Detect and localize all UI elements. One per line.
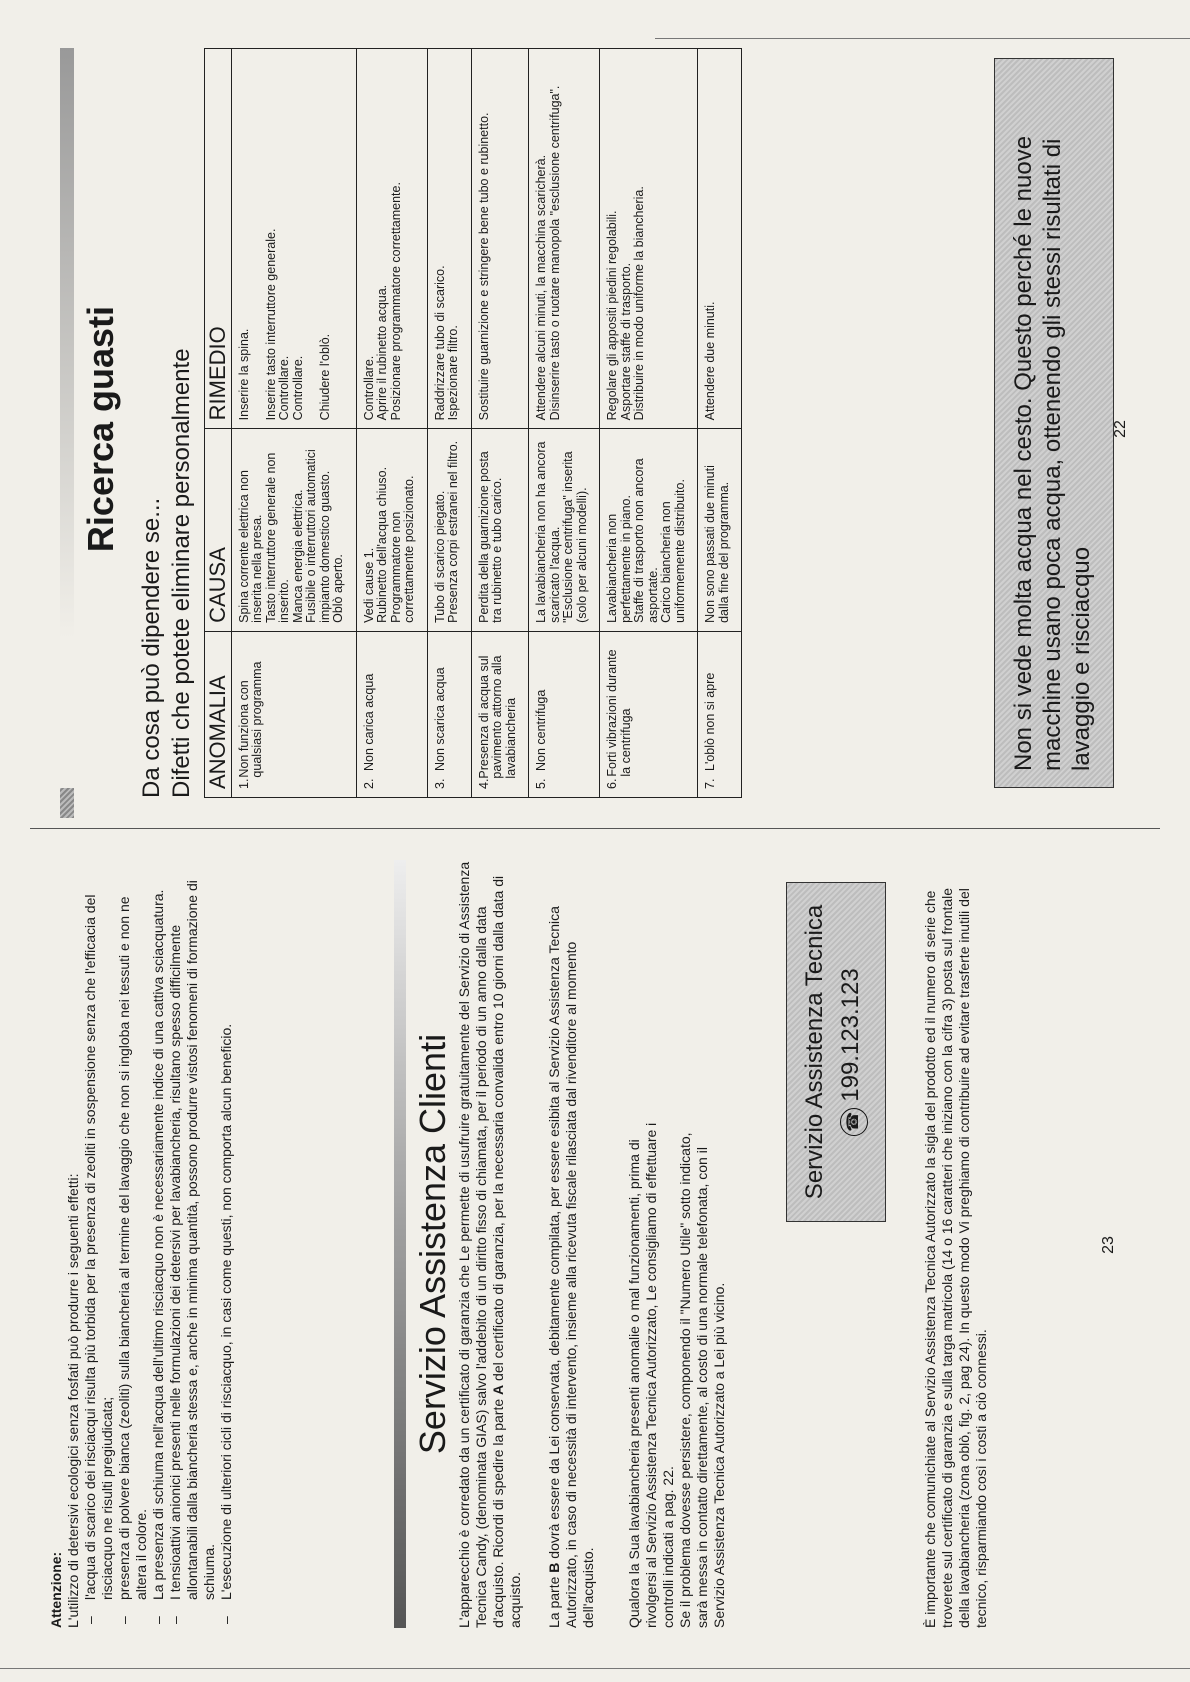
causa-cell: Spina corrente elettrica non inserita nella presa. Tasto interruttore generale non inserito. Manca energia elettrica. Fusibile o interruttori automatici impianto domestico guasto. Oblò aperto. <box>231 429 356 632</box>
anomalia-cell <box>529 631 600 797</box>
page-23 <box>36 850 1156 1640</box>
table-header-row <box>205 49 232 798</box>
table-row <box>427 49 471 798</box>
note-box: Non si vede molta acqua nel cesto. Questo perché le nuove macchine usano poca acqua, ottenendo gli stessi risultati di lavaggio e risciacquo <box>994 58 1114 788</box>
anomalia-text: Non scarica acqua <box>432 667 447 771</box>
row-number: 4. <box>476 778 491 789</box>
service-phone-number: 199.123.123 <box>837 968 864 1102</box>
anomalia-text: Non centrifuga <box>534 689 548 771</box>
paragraph-warranty: L'apparecchio è corredato da un certificato di garanzia che Le permette di usufruire gratuitamente del Servizio di Assistenza Tecnica Candy, (denominata GIAS) salvo l'addebito di un diritto fisso di chiamata, per il periodo di un anno dalla data d'acquisto. Ricordi di spedire la parte A del certificato di garanzia, per la necessaria convalida entro 10 giorni dalla data di acquisto. <box>456 861 523 1628</box>
table-row <box>231 49 356 798</box>
row-number: 2. <box>361 778 376 789</box>
rimedio-cell: Attendere alcuni minuti, la macchina scaricherà. Disinserire tasto o ruotare manopola "esclusione centrifuga". <box>529 49 600 429</box>
page-number: 23 <box>1100 1236 1117 1254</box>
page-22 <box>60 40 1150 818</box>
anomalia-text: Presenza di acqua sul pavimento attorno alla lavabiancheria <box>476 655 518 779</box>
attention-section <box>48 860 235 1628</box>
paragraph-anomalies: Qualora la Sua lavabiancheria presenti anomalie o mal funzionamenti, prima di rivolgersi al Servizio Assistenza Tecnica Autorizzato, Le consigliamo di effettuare i controlli indicati a pag. 22. Se il problema dovesse persistere, componendo il "Numero Utile" sotto indicato, sarà messa in contatto direttamente, al costo di una normale telefonata, con il Servizio Assistenza Tecnica Autorizzato a Lei più vicino. <box>626 1122 727 1628</box>
rimedio-cell: Attendere due minuti. <box>698 49 742 429</box>
anomalia-text: Non carica acqua <box>361 673 376 771</box>
attention-item: – L'esecuzione di ulteriori cicli di risciacquo, in casi come questi, non comporta alcun beneficio. <box>218 860 235 1600</box>
attention-intro: L'utilizzo di detersivi ecologici senza fosfati può produrre i seguenti effetti: <box>65 1173 81 1628</box>
rimedio-cell: Regolare gli appositi piedini regolabili. Asportare staffe di trasporto. Distribuire in modo uniforme la biancheria. <box>600 49 698 429</box>
header-rimedio: RIMEDIO <box>205 49 232 429</box>
service-box-title: Servizio Assistenza Tecnica <box>801 904 828 1200</box>
top-rule <box>655 38 1190 39</box>
attention-item: – I tensioattivi anionici presenti nelle formulazioni dei detersivi per lavabiancheria, risultano spesso difficilmente allontanabili dalla biancheria stessa e, anche in minima quantità, possono produrre vistosi fenomeni di formazione di schiuma. <box>167 860 218 1600</box>
subtitle-defects: Difetti che potete eliminare personalmente <box>168 348 195 798</box>
anomalia-cell <box>600 631 698 797</box>
rimedio-cell: Controllare. Aprire il rubinetto acqua. Posizionare programmatore correttamente. <box>356 49 427 429</box>
table-row <box>471 49 529 798</box>
page-title: Ricerca guasti <box>80 305 121 553</box>
row-number: 7. <box>703 778 717 789</box>
anomalia-text: L'oblò non si apre <box>703 672 717 771</box>
attention-item: – l'acqua di scarico dei risciacqui risulta più torbida per la presenza di zeoliti in sospensione senza che l'efficacia del risciacquo ne risulti pregiudicata; <box>82 860 116 1600</box>
service-title: Servizio Assistenza Clienti <box>412 1033 453 1455</box>
attention-list <box>82 860 235 1628</box>
table-body <box>231 49 742 798</box>
causa-cell: Tubo di scarico piegato. Presenza corpi estranei nel filtro. <box>427 429 471 632</box>
causa-cell: Non sono passati due minuti dalla fine del programma. <box>698 429 742 632</box>
row-number: 5. <box>534 778 548 789</box>
troubleshooting-table <box>204 48 742 798</box>
row-number: 6. <box>605 778 619 789</box>
subtitle-question: Da cosa può dipendere se... <box>138 497 165 798</box>
table-row <box>529 49 600 798</box>
anomalia-text: Forti vibrazioni durante la centrifuga <box>605 649 633 777</box>
causa-cell: Vedi cause 1. Rubinetto dell'acqua chiuso. Programmatore non correttamente posizionato. <box>356 429 427 632</box>
page-number: 22 <box>1112 420 1129 438</box>
header-gradient-bar <box>60 48 74 638</box>
header-causa: CAUSA <box>205 429 232 632</box>
bottom-rule <box>0 1668 1190 1669</box>
rimedio-cell: Raddrizzare tubo di scarico. Ispezionare filtro. <box>427 49 471 429</box>
table-row <box>600 49 698 798</box>
rimedio-cell: Sostituire guarnizione e stringere bene tubo e rubinetto. <box>471 49 529 429</box>
attention-item: – La presenza di schiuma nell'acqua dell'ultimo risciacquo non è necessariamente indice di una cattiva sciacquatura. <box>150 860 167 1600</box>
row-number: 3. <box>432 778 447 789</box>
phone-icon: ☎ <box>840 1108 868 1136</box>
causa-cell: La lavabiancheria non ha ancora scaricato l'acqua. "Esclusione centrifuga" inserita (solo per alcuni modelli). <box>529 429 600 632</box>
paragraph-part-b: La parte B dovrà essere da Lei conservata, debitamente compilata, per essere esibita al Servizio Assistenza Tecnica Autorizzato, in caso di necessità di intervento, insieme alla ricevuta fiscale rilasciata dal rivenditore al momento dell'acquisto. <box>546 906 596 1628</box>
row-number: 1. <box>236 778 251 789</box>
rimedio-cell: Inserire la spina. Inserire tasto interruttore generale. Controllare. Controllare. Chiudere l'oblò. <box>231 49 356 429</box>
anomalia-cell <box>356 631 427 797</box>
anomalia-cell <box>427 631 471 797</box>
service-phone-box <box>786 882 886 1222</box>
anomalia-cell <box>231 631 356 797</box>
header-anomalia: ANOMALIA <box>205 631 232 797</box>
causa-cell: Lavabiancheria non perfettamente in piano. Staffe di trasporto non ancora asportate. Carico biancheria non uniformemente distribuito. <box>600 429 698 632</box>
paragraph-serial-number: È importante che comunichiate al Servizio Assistenza Tecnica Autorizzato la sigla del prodotto ed il numero di serie che troverete sul certificato di garanzia e sulla targa matricola (14 o 16 caratteri che iniziano con la cifra 3) posta sul frontale della lavabiancheria (zona oblò, fig. 2, pag 24). In questo modo Vi preghiamo di contribuire ad evitare trasferte inutili del tecnico, risparmiando così i costi a ciò connessi. <box>922 887 989 1628</box>
anomalia-cell <box>698 631 742 797</box>
causa-cell: Perdita della guarnizione posta tra rubinetto e tubo carico. <box>471 429 529 632</box>
attention-item: – presenza di polvere bianca (zeoliti) sulla biancheria al termine del lavaggio che non si ingloba nei tessuti e non ne altera il colore. <box>116 860 150 1600</box>
page-fold-line <box>30 828 1160 829</box>
section-gradient-bar <box>394 860 406 1628</box>
decorative-strip <box>60 788 74 818</box>
anomalia-cell <box>471 631 529 797</box>
table-row <box>356 49 427 798</box>
table-row <box>698 49 742 798</box>
anomalia-text: Non funziona con qualsiasi programma <box>236 661 264 778</box>
attention-label: Attenzione: <box>48 1551 64 1628</box>
